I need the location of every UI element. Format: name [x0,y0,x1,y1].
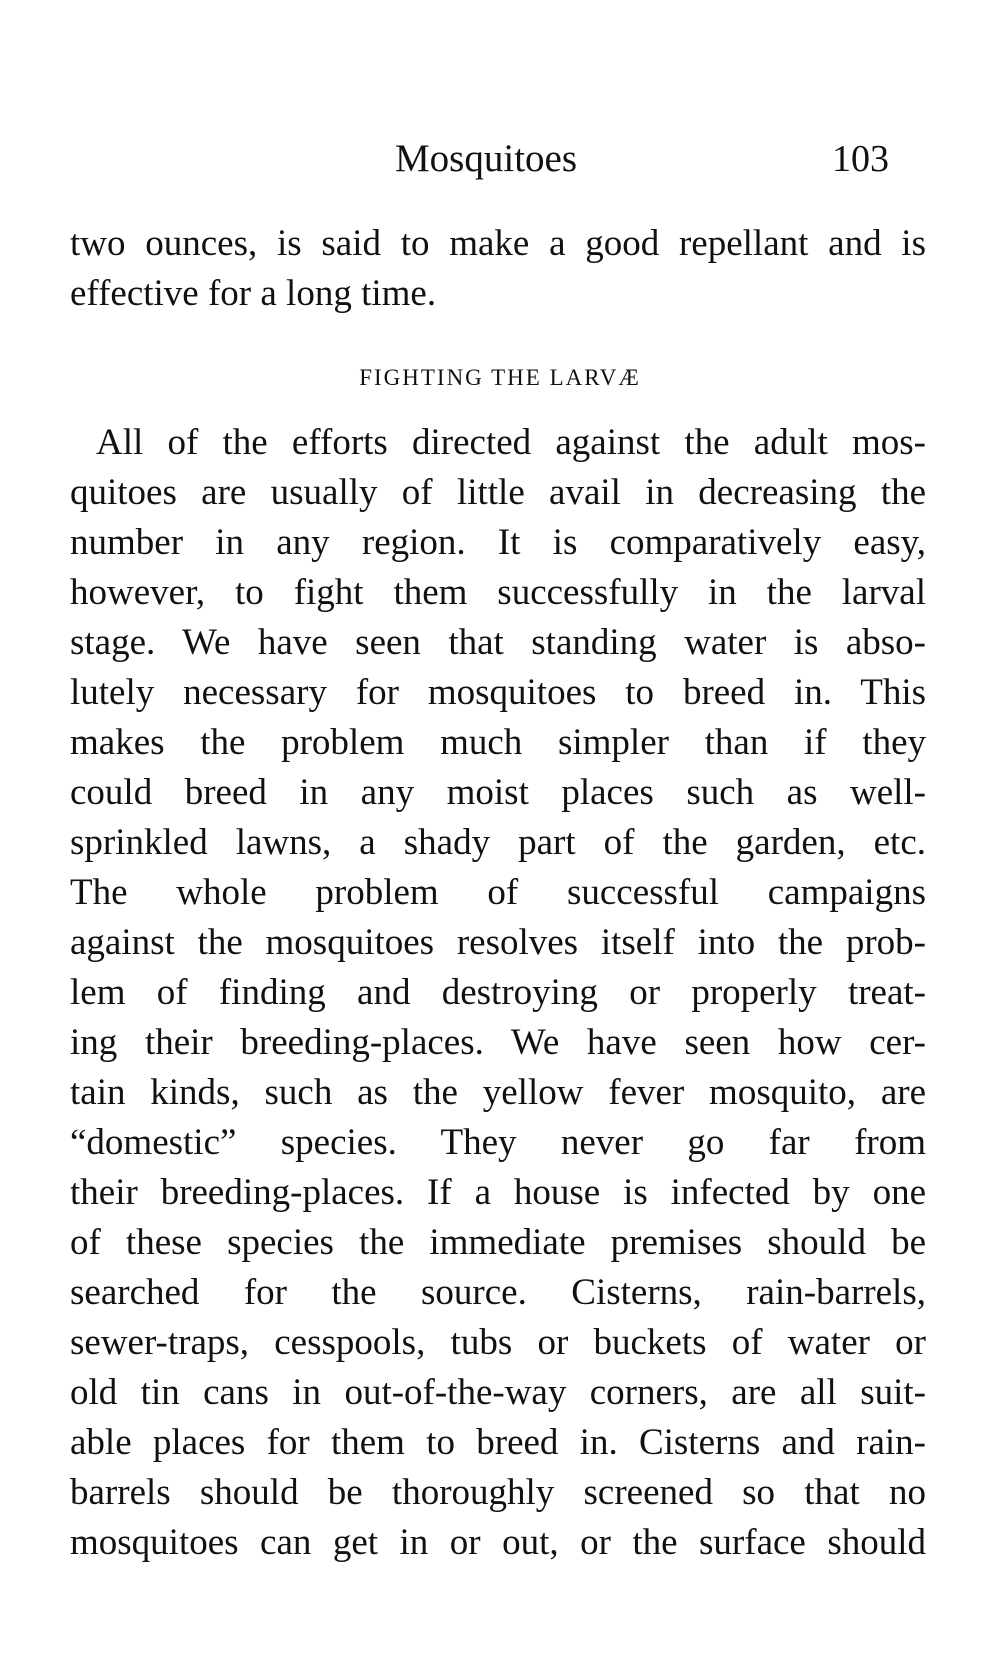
text-line: makes the problem much simpler than if they [70,722,926,763]
section-heading: FIGHTING THE LARVÆ [359,365,641,390]
text-line: lutely necessary for mosquitoes to breed in. This [70,672,926,713]
text-line: “domestic” species. They never go far from [70,1122,926,1163]
text-line: able places for them to breed in. Cisterns and rain- [70,1422,926,1463]
text-line: two ounces, is said to make a good repellant and is [70,223,926,264]
text-line: effective for a long time. [70,273,437,314]
text-line: ing their breeding-places. We have seen how cer- [70,1022,926,1063]
text-line: searched for the source. Cisterns, rain-barrels, [70,1272,926,1313]
text-line: of these species the immediate premises should be [70,1222,926,1263]
text-line: quitoes are usually of little avail in decreasing the [70,472,926,513]
text-line: barrels should be thoroughly screened so that no [70,1472,926,1513]
text-line: stage. We have seen that standing water is abso- [70,622,926,663]
text-line: number in any region. It is comparatively easy, [70,522,926,563]
text-line: All of the efforts directed against the adult mos- [96,422,926,463]
text-line: tain kinds, such as the yellow fever mosquito, are [70,1072,926,1113]
text-line: lem of finding and destroying or properly treat- [70,972,926,1013]
text-line: The whole problem of successful campaigns [70,872,926,913]
text-line: old tin cans in out-of-the-way corners, are all suit- [70,1372,926,1413]
text-line: against the mosquitoes resolves itself into the prob- [70,922,926,963]
text-line: could breed in any moist places such as well- [70,772,926,813]
text-line: mosquitoes can get in or out, or the surface should [70,1522,926,1563]
page-number: 103 [832,138,889,180]
running-title: Mosquitoes [395,137,578,180]
text-line: however, to fight them successfully in the larval [70,572,926,613]
text-line: sprinkled lawns, a shady part of the garden, etc. [70,822,926,863]
text-line: their breeding-places. If a house is infected by one [70,1172,926,1213]
text-line: sewer-traps, cesspools, tubs or buckets of water or [70,1322,926,1363]
